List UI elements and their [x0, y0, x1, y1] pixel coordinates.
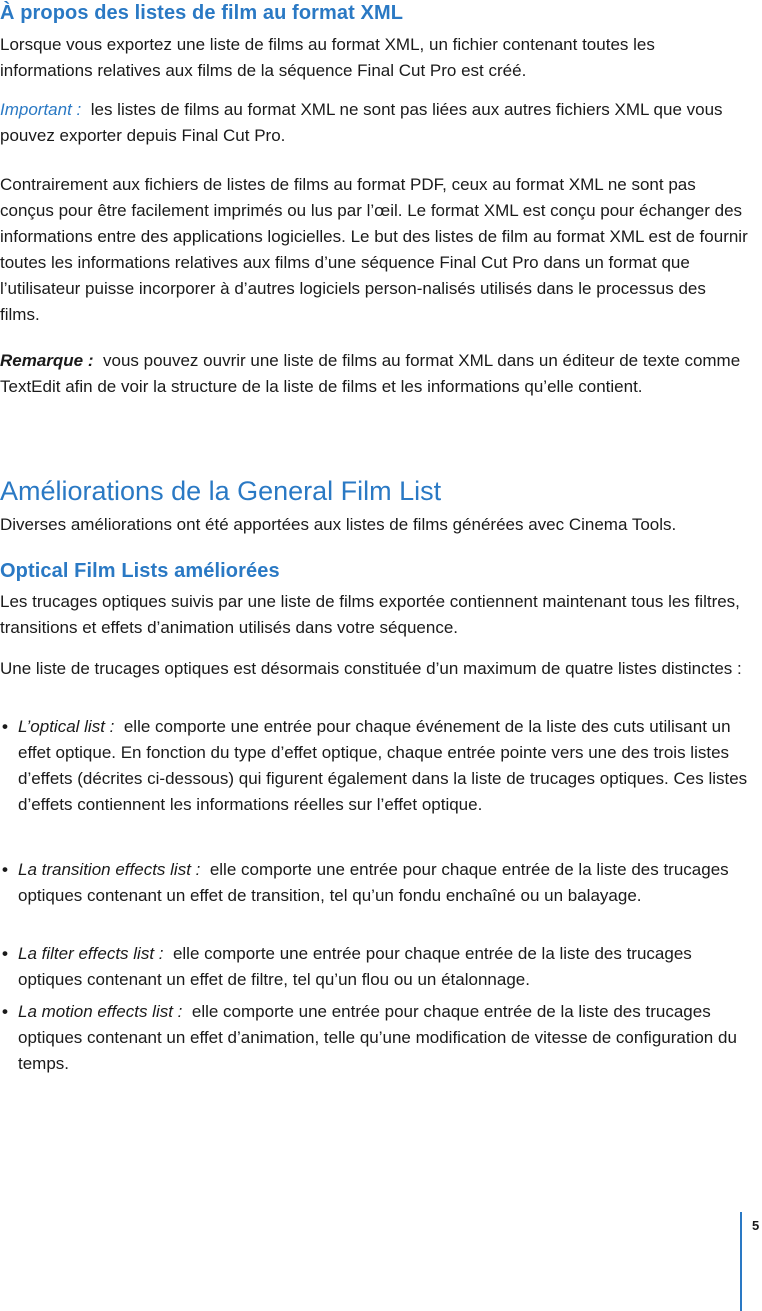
footer-rule: [740, 1212, 742, 1311]
bullet-icon: •: [2, 860, 8, 879]
page-number: 5: [752, 1218, 760, 1233]
list-item: [0, 857, 748, 909]
important-label: Important :: [0, 100, 82, 119]
important-text: les listes de films au format XML ne sont pas liées aux autres fichiers XML que vous pouvez exporter depuis Final Cut Pro.: [0, 100, 723, 145]
paragraph-general-intro: Diverses améliorations ont été apportées aux listes de films générées avec Cinema Tools.: [0, 515, 677, 534]
list-item: [0, 999, 748, 1077]
section-title-general-film-list: Améliorations de la General Film List: [0, 476, 442, 506]
remark-label: Remarque :: [0, 351, 94, 370]
list-item-text: elle comporte une entrée pour chaque événement de la liste des cuts utilisant un effet optique. En fonction du type d’effet optique, chaque entrée pointe vers une des trois listes d’effets (décrites ci-dessous) qui figurent également dans la liste de trucages optiques. Ces listes d’effets contiennent les informations réelles sur l’effet optique.: [18, 717, 748, 814]
bullet-icon: •: [2, 1002, 8, 1021]
list-item-term: L’optical list :: [18, 717, 115, 736]
section-title-xml-lists: À propos des listes de film au format XML: [0, 2, 404, 24]
paragraph-xml-purpose: Contrairement aux fichiers de listes de films au format PDF, ceux au format XML ne sont pas conçus pour être facilement imprimés ou lus par l’œil. Le format XML est conçu pour échanger des informations entre des applications logicielles. Le but des listes de film au format XML est de fournir toutes les informations relatives aux films d’une séquence Final Cut Pro dans un format que l’utilisateur puisse incorporer à d’autres logiciels person-nalisés utilisés dans le processus des films.: [0, 175, 748, 324]
list-item-term: La motion effects list :: [18, 1002, 183, 1021]
section-title-optical-film-lists: Optical Film Lists améliorées: [0, 560, 280, 582]
list-item-text: elle comporte une entrée pour chaque entrée de la liste des trucages optiques contenant un effet d’animation, telle qu’une modification de vitesse de configuration du temps.: [18, 1002, 737, 1073]
list-item-text: elle comporte une entrée pour chaque entrée de la liste des trucages optiques contenant un effet de filtre, tel qu’un flou ou un étalonnage.: [18, 944, 692, 989]
paragraph-optical-lists: Une liste de trucages optiques est désormais constituée d’un maximum de quatre listes distinctes :: [0, 659, 742, 678]
list-item-term: La filter effects list :: [18, 944, 164, 963]
paragraph-intro-xml: Lorsque vous exportez une liste de films au format XML, un fichier contenant toutes les informations relatives aux films de la séquence Final Cut Pro est créé.: [0, 35, 655, 80]
bullet-icon: •: [2, 944, 8, 963]
remark-text: vous pouvez ouvrir une liste de films au format XML dans un éditeur de texte comme TextEdit afin de voir la structure de la liste de films et les informations qu’elle contient.: [0, 351, 741, 396]
remark-note: [0, 348, 748, 400]
list-item-text: elle comporte une entrée pour chaque entrée de la liste des trucages optiques contenant un effet de transition, tel qu’un fondu enchaîné ou un balayage.: [18, 860, 729, 905]
list-item-term: La transition effects list :: [18, 860, 201, 879]
bullet-icon: •: [2, 717, 8, 736]
important-note: [0, 97, 748, 149]
list-item: [0, 941, 748, 993]
paragraph-optical-intro: Les trucages optiques suivis par une liste de films exportée contiennent maintenant tous les filtres, transitions et effets d’animation utilisés dans votre séquence.: [0, 592, 740, 637]
list-item: [0, 714, 748, 818]
